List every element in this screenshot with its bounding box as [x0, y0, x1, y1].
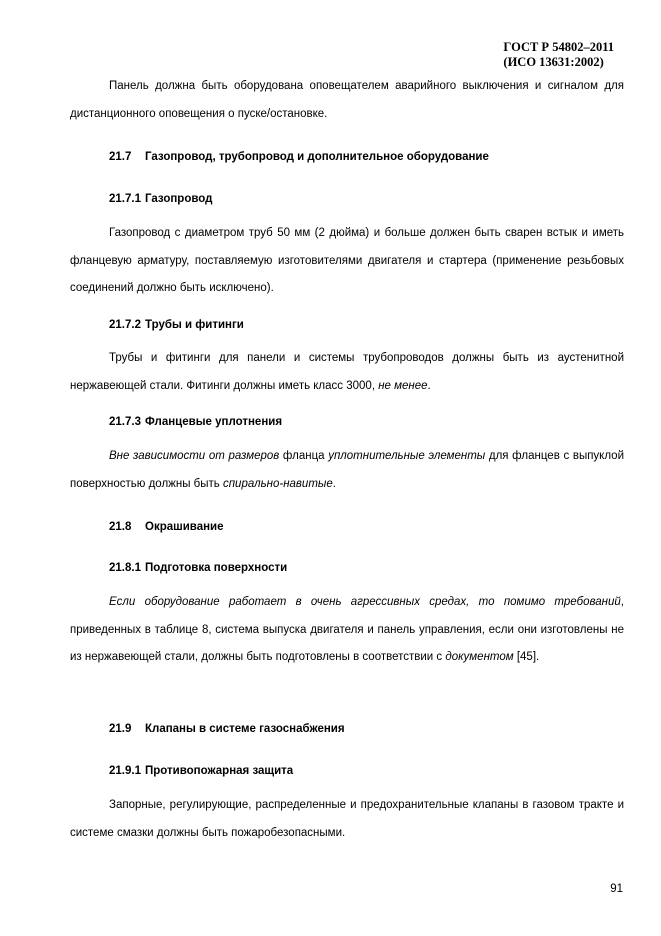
paragraph-text-2: для фланцев с выпуклой поверхностью должны быть: [70, 450, 625, 490]
heading-21-7: [109, 149, 489, 165]
heading-number: 21.9: [109, 723, 132, 735]
paragraph-italic: не менее: [378, 379, 428, 392]
paragraph-italic-3: спирально-навитые: [222, 477, 333, 490]
paragraph-21-8-1: [70, 589, 624, 672]
heading-title: Фланцевые уплотнения: [144, 416, 283, 428]
heading-21-7-1: [109, 191, 212, 207]
paragraph-text-1: , приведенных в таблице 8, система выпуска двигателя и панель управления, если они изготовлены не из нержавеющей стали, должны быть подготовлены в соответствии с: [70, 596, 624, 663]
paragraph-21-7-1: [70, 220, 624, 303]
heading-21-8: [109, 519, 224, 535]
paragraph-italic-1: Если оборудование работает в очень агрессивных средах, то помимо требований: [109, 596, 621, 608]
standard-code: ГОСТ Р 54802–2011: [503, 40, 614, 54]
paragraph-text: Трубы и фитинги для панели и системы трубопроводов должны быть из аустенитной нержавеющей стали. Фитинги должны иметь класс 3000,: [70, 352, 624, 392]
paragraph-italic-1: Вне зависимости от размеров: [109, 450, 280, 462]
paragraph-text: Газопровод с диаметром труб 50 мм (2 дюйма) и больше должен быть сварен встык и иметь фланцевую арматуру, поставляемую изготовителями двигателя и стартера (применение резьбовых соединений должно быть исключено).: [70, 227, 624, 294]
paragraph-text-2: [45].: [513, 651, 540, 663]
heading-21-8-1: [109, 560, 287, 576]
heading-number: 21.7.3: [109, 416, 141, 428]
heading-21-9: [109, 721, 345, 737]
page-number: 91: [610, 883, 623, 895]
paragraph-text-1: фланца: [279, 450, 329, 462]
heading-title: Газопровод, трубопровод и дополнительное оборудование: [145, 151, 489, 163]
heading-title: Подготовка поверхности: [144, 562, 288, 574]
heading-number: 21.8: [109, 521, 132, 533]
heading-title: Трубы и фитинги: [144, 319, 244, 331]
paragraph-21-7-2: [70, 345, 624, 400]
heading-title: Окрашивание: [145, 521, 224, 533]
heading-21-7-2: [109, 317, 244, 333]
heading-number: 21.8.1: [109, 562, 141, 574]
paragraph-text-end: .: [427, 379, 431, 392]
paragraph-text-3: .: [332, 477, 336, 490]
heading-number: 21.7.1: [109, 193, 141, 205]
document-header: [503, 40, 614, 70]
paragraph-text: Запорные, регулирующие, распределенные и предохранительные клапаны в газовом тракте и системе смазки должны быть пожаробезопасными.: [70, 799, 624, 839]
heading-21-7-3: [109, 414, 282, 430]
heading-number: 21.7: [109, 151, 132, 163]
heading-title: Противопожарная защита: [144, 765, 294, 777]
heading-title: Клапаны в системе газоснабжения: [145, 723, 345, 735]
paragraph-21-9-1: [70, 792, 624, 847]
heading-21-9-1: [109, 763, 293, 779]
intro-text: Панель должна быть оборудована оповещателем аварийного выключения и сигналом для дистанционного оповещения о пуске/остановке.: [70, 80, 624, 120]
paragraph-italic-2: уплотнительные элементы: [328, 450, 486, 462]
iso-code: (ИСО 13631:2002): [503, 55, 604, 69]
paragraph-21-7-3: [70, 443, 624, 498]
heading-number: 21.9.1: [109, 765, 141, 777]
heading-title: Газопровод: [144, 193, 213, 205]
heading-number: 21.7.2: [109, 319, 141, 331]
intro-paragraph: [70, 73, 624, 128]
paragraph-italic-2: документом: [445, 651, 514, 663]
